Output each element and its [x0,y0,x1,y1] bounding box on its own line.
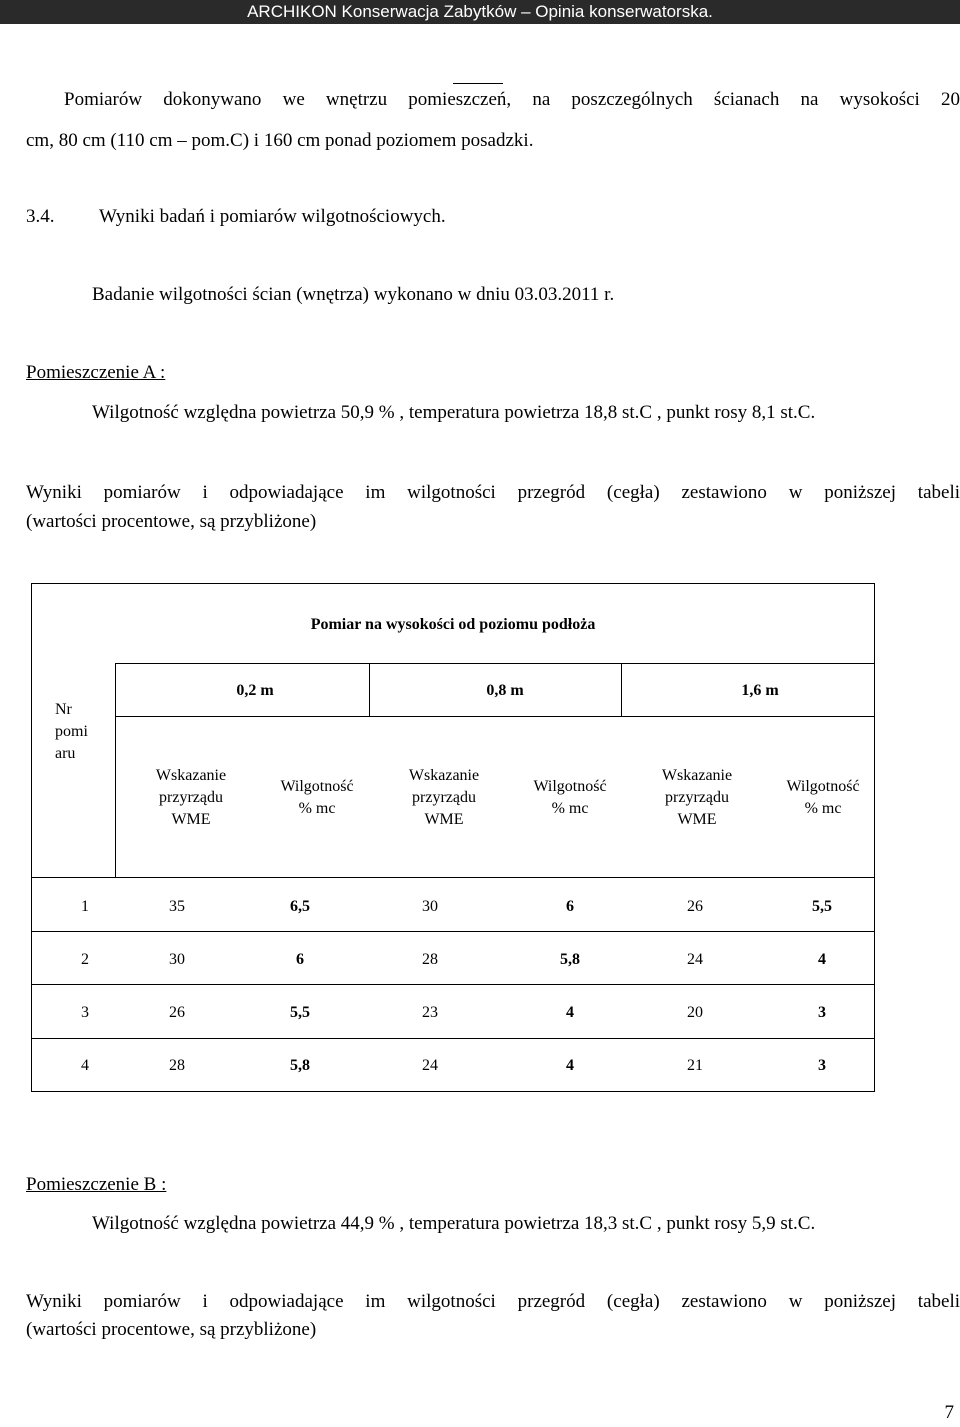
table-cell-wme: 35 [169,898,185,915]
intro-line-1: Pomiarów dokonywano we wnętrzu pomieszczeń, na poszczególnych ścianach na wysokości 20 [64,89,960,110]
table-rule [115,716,875,717]
room-a-conditions: Wilgotność względna powietrza 50,9 % , temperatura powietrza 18,8 st.C , punkt rosy 8,1 st.C. [92,402,816,423]
table-border [31,583,875,584]
table-cell-moisture: 3 [818,1004,826,1021]
table-cell-moisture: 6 [296,951,304,968]
survey-date: Badanie wilgotności ścian (wnętrza) wykonano w dniu 03.03.2011 r. [92,284,615,305]
room-b-heading: Pomieszczenie B : [26,1174,167,1195]
height-label: 0,8 m [486,682,524,699]
height-label: 1,6 m [741,682,779,699]
table-border [31,583,32,1092]
wme-header: Wskazanie przyrządu WME [661,767,733,828]
room-b-results-line-2: (wartości procentowe, są przybliżone) [26,1319,317,1340]
table-cell-wme: 30 [422,898,438,915]
table-border [874,583,875,1092]
room-b-results-line-1: Wyniki pomiarów i odpowiadające im wilgotności przegród (cegła) zestawiono w poniższej tabeli [26,1291,960,1312]
section-title: Wyniki badań i pomiarów wilgotnościowych. [99,206,446,227]
section-number: 3.4. [26,206,55,227]
table-cell-moisture: 6,5 [290,898,310,915]
room-a-results-line-1: Wyniki pomiarów i odpowiadające im wilgotności przegród (cegła) zestawiono w poniższej tabeli [26,482,960,503]
header-title: ARCHIKON Konserwacja Zabytków – Opinia konserwatorska. [247,2,713,21]
table-cell-wme: 26 [687,898,703,915]
table-cell-moisture: 5,5 [290,1004,310,1021]
table-cell-moisture: 6 [566,898,574,915]
table-cell-wme: 24 [422,1057,438,1074]
table-rule [621,663,622,717]
table-cell-wme: 28 [169,1057,185,1074]
table-rule [115,663,116,878]
table-title: Pomiar na wysokości od poziomu podłoża [310,616,596,633]
table-rule [369,663,370,717]
table-rule [115,663,875,664]
room-a-results-line-2: (wartości procentowe, są przybliżone) [26,511,317,532]
nr-header: Nr pomi aru [55,701,88,762]
intro-line-2: cm, 80 cm (110 cm – pom.C) i 160 cm ponad poziomem posadzki. [26,130,534,151]
table-cell-wme: 28 [422,951,438,968]
table-rule [31,931,875,932]
table-cell-nr: 3 [81,1004,89,1021]
table-cell-moisture: 4 [818,951,826,968]
table-cell-moisture: 4 [566,1057,574,1074]
wme-header: Wskazanie przyrządu WME [155,767,227,828]
table-cell-moisture: 5,5 [812,898,832,915]
moisture-header: Wilgotność % mc [280,778,354,817]
room-a-heading: Pomieszczenie A : [26,362,166,383]
table-cell-moisture: 4 [566,1004,574,1021]
table-cell-moisture: 5,8 [290,1057,310,1074]
table-cell-wme: 24 [687,951,703,968]
wme-header: Wskazanie przyrządu WME [408,767,480,828]
moisture-header: Wilgotność % mc [533,778,607,817]
table-rule [31,984,875,985]
table-cell-wme: 20 [687,1004,703,1021]
page-number: 7 [944,1402,954,1423]
table-cell-moisture: 3 [818,1057,826,1074]
moisture-header: Wilgotność % mc [786,778,860,817]
table-cell-nr: 2 [81,951,89,968]
table-cell-nr: 4 [81,1057,89,1074]
table-cell-wme: 23 [422,1004,438,1021]
table-cell-moisture: 5,8 [560,951,580,968]
table-cell-nr: 1 [81,898,89,915]
table-rule [31,877,875,878]
room-b-conditions: Wilgotność względna powietrza 44,9 % , temperatura powietrza 18,3 st.C , punkt rosy 5,9 st.C. [92,1213,816,1234]
table-cell-wme: 26 [169,1004,185,1021]
table-border [31,1091,875,1092]
table-rule [31,1038,875,1039]
height-label: 0,2 m [236,682,274,699]
table-cell-wme: 21 [687,1057,703,1074]
table-cell-wme: 30 [169,951,185,968]
